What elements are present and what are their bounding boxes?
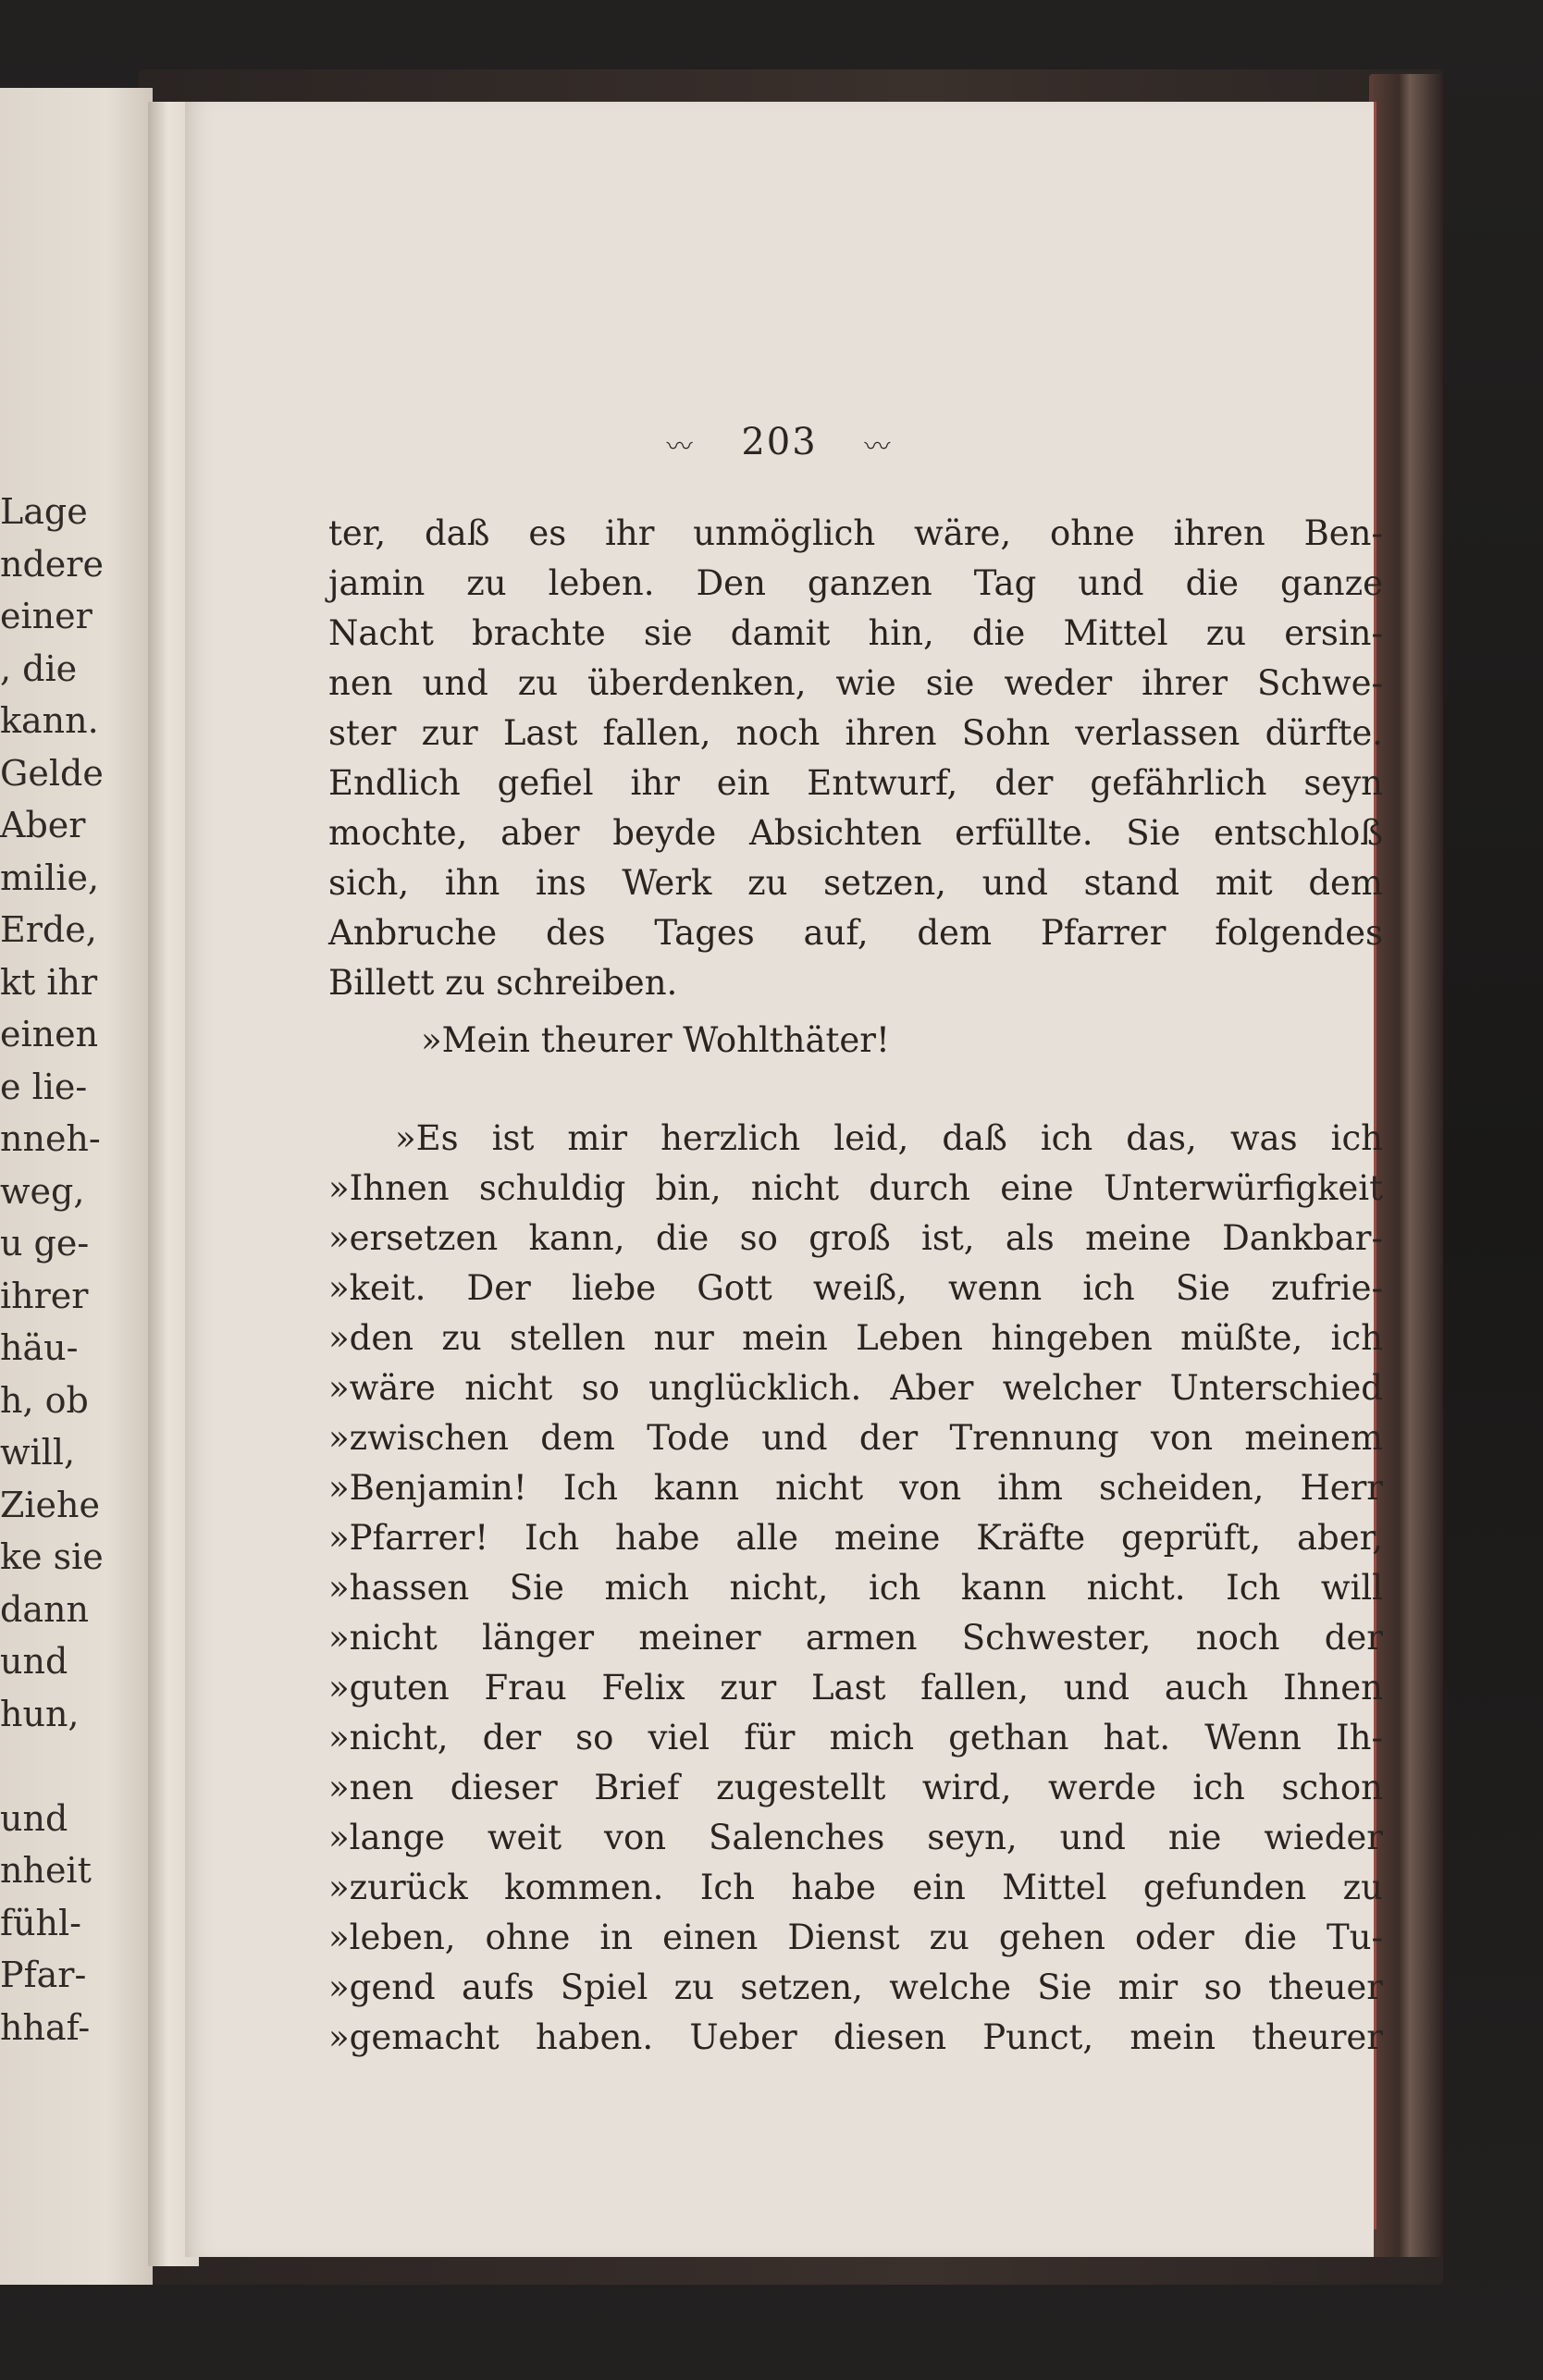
text-line: »leben, ohne in einen Dienst zu gehen oder die Tu-: [328, 1918, 1383, 1957]
left-fragment: weg,: [0, 1170, 85, 1212]
text-line: Billett zu schreiben.: [328, 963, 678, 1003]
text-line: nen und zu überdenken, wie sie weder ihrer Schwe-: [328, 663, 1383, 703]
text-line: »hassen Sie mich nicht, ich kann nicht. Ich will: [328, 1568, 1383, 1608]
text-line: »Pfarrer! Ich habe alle meine Kräfte geprüft, aber,: [328, 1518, 1383, 1558]
text-line: »gemacht haben. Ueber diesen Punct, mein theurer: [328, 2017, 1383, 2057]
left-fragment: einen: [0, 1014, 99, 1054]
letter-body: [328, 1114, 1383, 2063]
left-fragment: hun,: [0, 1693, 80, 1734]
left-fragment: ihrer: [0, 1275, 89, 1316]
left-fragment: h, ob: [0, 1379, 89, 1421]
left-fragment: fühl-: [0, 1902, 82, 1943]
left-fragment: nneh-: [0, 1118, 101, 1159]
ornament-right: 〰: [864, 431, 893, 462]
ornament-left: 〰: [666, 431, 695, 462]
text-line: »guten Frau Felix zur Last fallen, und auch Ihnen: [328, 1668, 1383, 1708]
text-line: »Es ist mir herzlich leid, daß ich das, was ich: [395, 1118, 1383, 1158]
left-fragment: u ge-: [0, 1223, 90, 1264]
left-fragment: ke sie: [0, 1536, 104, 1577]
text-line: jamin zu leben. Den ganzen Tag und die ganze: [328, 563, 1383, 603]
text-line: mochte, aber beyde Absichten erfüllte. Sie entschloß: [328, 813, 1383, 853]
left-fragment: häu-: [0, 1327, 79, 1368]
text-line: »ersetzen kann, die so groß ist, als meine Dankbar-: [328, 1218, 1383, 1258]
text-line: »Benjamin! Ich kann nicht von ihm scheiden, Herr: [328, 1468, 1383, 1508]
left-fragment: will,: [0, 1432, 76, 1473]
left-fragment: Pfar-: [0, 1955, 87, 1995]
text-line: ter, daß es ihr unmöglich wäre, ohne ihren Ben-: [328, 513, 1383, 553]
text-line: »keit. Der liebe Gott weiß, wenn ich Sie zufrie-: [328, 1268, 1383, 1308]
left-fragment: nheit: [0, 1850, 92, 1891]
left-fragment: und: [0, 1797, 68, 1839]
text-line: »wäre nicht so unglücklich. Aber welcher Unterschied: [328, 1368, 1383, 1408]
left-fragment: , die: [0, 647, 78, 689]
text-line: Endlich gefiel ihr ein Entwurf, der gefährlich seyn: [328, 763, 1383, 803]
text-line: »nicht, der so viel für mich gethan hat. Wenn Ih-: [328, 1718, 1383, 1757]
narrative-paragraph: [328, 509, 1383, 1008]
text-line: sich, ihn ins Werk zu setzen, und stand mit dem: [328, 863, 1383, 903]
text-line: Anbruche des Tages auf, dem Pfarrer folgendes: [328, 913, 1383, 953]
left-fragment: und: [0, 1641, 68, 1682]
text-line: »nicht länger meiner armen Schwester, noch der: [328, 1618, 1383, 1658]
text-line: Nacht brachte sie damit hin, die Mittel zu ersin-: [328, 613, 1383, 653]
page-number: 203: [741, 421, 818, 463]
body-text: [328, 509, 1383, 2063]
text-line: »nen dieser Brief zugestellt wird, werde ich schon: [328, 1768, 1383, 1807]
left-fragment: ndere: [0, 543, 104, 585]
text-line: »den zu stellen nur mein Leben hingeben müßte, ich: [328, 1318, 1383, 1358]
left-fragment: [0, 1740, 63, 1793]
left-fragment: kann.: [0, 700, 99, 741]
left-fragment: einer: [0, 596, 93, 636]
left-fragment: hhaf-: [0, 2006, 91, 2048]
left-fragment: e lie-: [0, 1066, 88, 1107]
right-page: [185, 102, 1383, 2257]
left-fragment: kt ihr: [0, 961, 98, 1003]
left-fragment: Ziehe: [0, 1484, 101, 1525]
text-line: »Ihnen schuldig bin, nicht durch eine Unterwürfigkeit: [328, 1168, 1383, 1208]
left-fragment: Aber: [0, 805, 86, 845]
left-page: [0, 88, 153, 2285]
text-line: ster zur Last fallen, noch ihren Sohn verlassen dürfte.: [328, 713, 1383, 753]
left-fragment: Erde,: [0, 909, 97, 950]
left-fragment: Lage: [0, 491, 88, 532]
left-fragment: milie,: [0, 857, 100, 898]
text-line: »gend aufs Spiel zu setzen, welche Sie mir so theuer: [328, 1967, 1383, 2007]
text-line: »zwischen dem Tode und der Trennung von meinem: [328, 1418, 1383, 1458]
page-header: [185, 421, 1374, 463]
left-page-text-fragments: [0, 486, 104, 2053]
text-line: »zurück kommen. Ich habe ein Mittel gefunden zu: [328, 1868, 1383, 1907]
left-fragment: Gelde: [0, 752, 104, 794]
letter-salutation: »Mein theurer Wohlthäter!: [421, 1020, 890, 1060]
left-fragment: dann: [0, 1588, 89, 1630]
text-line: »lange weit von Salenches seyn, und nie wieder: [328, 1818, 1383, 1857]
